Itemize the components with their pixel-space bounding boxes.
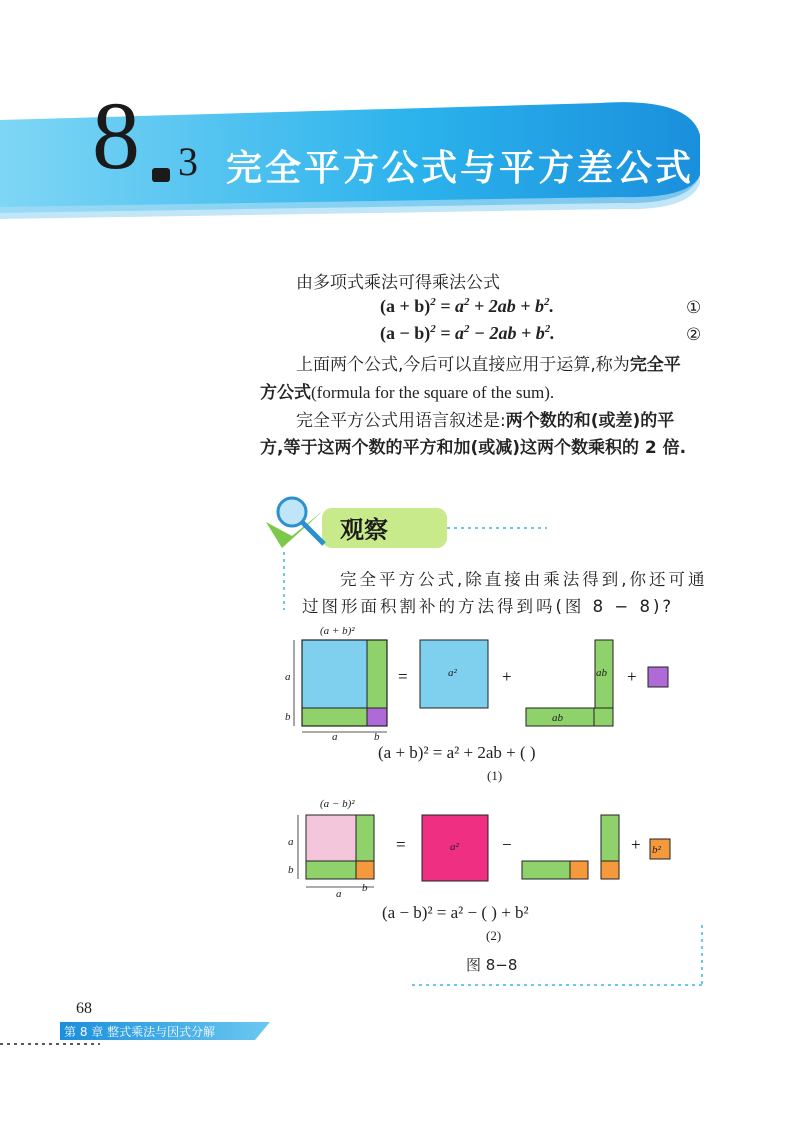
fig2-strip-v [601, 815, 619, 861]
section-number-minor: 3 [178, 139, 198, 184]
fig2-strip-horizontal [306, 861, 356, 879]
fig1-a-vert: a [285, 671, 291, 683]
fig1-b-horiz: b [374, 731, 380, 742]
formula-2: $(a - b)^2 = a^2 - 2ab + b^2$. [380, 323, 555, 343]
fig1-eq: = [398, 667, 408, 686]
footer-dots [0, 1042, 100, 1046]
fig1-top-label: (a + b)² [320, 625, 355, 637]
fig1-b-vert: b [285, 711, 291, 723]
para2-line1: 完全平方公式用语言叙述是:两个数的和(或差)的平 [296, 411, 675, 431]
figure-caption: 图 8−8 [466, 956, 518, 974]
fig2-a-vert: a [288, 836, 294, 848]
para2-line2: 方,等于这两个数的平方和加(或减)这两个数乘积的 2 倍. [260, 438, 687, 458]
fig2-strip-vertical [356, 815, 374, 861]
fig2-eq: = [396, 835, 406, 854]
fig1-ab-horizontal [302, 708, 367, 726]
fig2-equation: (a − b)² = a² − ( ) + b² [382, 903, 529, 922]
intro-text: 由多项式乘法可得乘法公式 [296, 273, 500, 293]
fig2-top-label: (a − b)² [320, 798, 355, 810]
fig1-caption: (1) [487, 768, 503, 783]
fig2-a-minus-b-square [306, 815, 356, 861]
observe-label: 观察 [340, 516, 388, 544]
figure-2-diagram [280, 795, 700, 903]
observe-line1: 完全平方公式,除直接由乘法得到,你还可通 [340, 570, 708, 589]
fig1-a2-label: a² [448, 667, 457, 679]
fig1-plus2: + [627, 667, 637, 686]
chapter-label: 第 8 章 整式乘法与因式分解 [64, 1025, 216, 1039]
page-number: 68 [76, 1000, 92, 1017]
observe-line2: 过图形面积割补的方法得到吗(图 8 − 8)? [302, 597, 675, 616]
fig1-b2-region [367, 708, 387, 726]
fig1-a-horiz: a [332, 731, 338, 742]
formula-1: $(a + b)^2 = a^2 + 2ab + b^2$. [380, 296, 555, 316]
fig2-a-horiz: a [336, 888, 342, 900]
fig2-b-vert: b [288, 864, 294, 876]
section-number-major: 8 [92, 82, 138, 189]
formula-1-number: ① [686, 298, 702, 318]
fig2-strip-h [522, 861, 570, 879]
fig1-b2-square [648, 667, 668, 687]
fig1-equation: (a + b)² = a² + 2ab + ( ) [378, 743, 536, 762]
fig1-ab-vertical [367, 640, 387, 708]
fig2-a2-label: a² [450, 841, 459, 853]
figure-1-diagram [280, 622, 700, 742]
section-dot [152, 168, 170, 182]
fig1-ab-label-h: ab [552, 712, 563, 724]
fig1-ab-label-v: ab [596, 667, 607, 679]
fig2-b-horiz: b [362, 882, 368, 894]
para1-line2: 方公式(formula for the square of the sum). [260, 383, 555, 403]
fig2-minus: − [502, 835, 512, 854]
fig1-plus1: + [502, 667, 512, 686]
formula-2-number: ② [686, 325, 702, 345]
fig2-plus: + [631, 835, 641, 854]
fig2-b2-label: b² [652, 844, 661, 856]
fig2-b2-region [356, 861, 374, 879]
section-title: 完全平方公式与平方差公式 [226, 148, 695, 189]
para1-line1: 上面两个公式,今后可以直接应用于运算,称为完全平 [296, 355, 681, 375]
fig2-caption: (2) [486, 928, 502, 943]
